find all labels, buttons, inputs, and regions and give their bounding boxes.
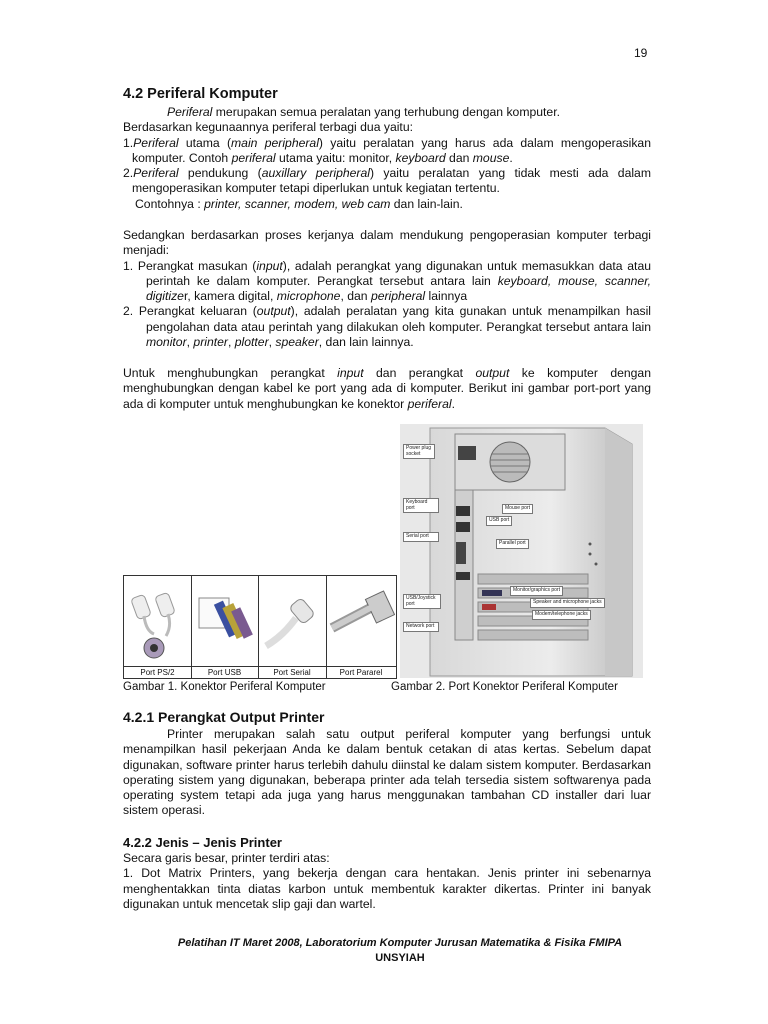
serial-connector-image xyxy=(258,576,327,666)
process-block xyxy=(123,228,651,350)
footer-line2: UNSYIAH xyxy=(375,952,425,964)
section-422-title: 4.2.2 Jenis – Jenis Printer xyxy=(123,835,282,850)
figure-2-computer-back xyxy=(400,424,643,678)
tag-mouse-port: Mouse port xyxy=(502,504,533,514)
tag-serial-port: Serial port xyxy=(403,532,439,542)
tag-usb-joystick: USB/Joystick port xyxy=(403,594,441,609)
figure-2-caption: Gambar 2. Port Konektor Periferal Komputer xyxy=(391,681,618,693)
page-footer xyxy=(150,936,650,966)
list2-item-2: 2. Perangkat keluaran (output), adalah peralatan yang kita gunakan untuk menampilkan hasil pengolahan data atau perintah yang dilakukan oleh komputer. Perangkat tersebut antara lain monitor, printer, plotter, speaker, dan lain lainnya. xyxy=(123,304,651,350)
para2: Sedangkan berdasarkan proses kerjanya dalam mendukung pengoperasian komputer terbagi menjadi: xyxy=(123,228,651,258)
section-title: 4.2 Periferal Komputer xyxy=(123,86,278,102)
section-422-line1: Secara garis besar, printer terdiri atas: xyxy=(123,851,330,865)
parallel-connector-image xyxy=(326,576,395,666)
intro-block xyxy=(123,105,651,212)
section-421-body: Printer merupakan salah satu output periferal komputer yang berfungsi untuk menampilkan hasil pekerjaan Anda ke dalam bentuk cetakan di atas kertas. Sebelum dapat digunakan, software printer harus terlebih dahulu diinstal ke dalam sistem komputer. Berdasarkan operating sistem yang digunakan, beberapa printer ada telah tersedia sistem softwarenya pada operating system tetapi ada juga yang harus menggunakan tambahan CD installer dari luar sistem operasi. xyxy=(123,727,651,818)
tag-network-port: Network port xyxy=(403,622,439,632)
para3: Untuk menghubungkan perangkat input dan perangkat output ke komputer dengan menghubungkan dengan kabel ke port yang ada di komputer. Berikut ini gambar port-port yang ada di komputer untuk menghubungkan ke konektor periferal. xyxy=(123,366,651,411)
ps2-connector-image xyxy=(124,576,192,666)
tag-power-plug: Power plug socket xyxy=(403,444,435,459)
contoh-line: Contohnya : printer, scanner, modem, web cam dan lain-lain. xyxy=(135,196,463,211)
usb-connector-image xyxy=(191,576,259,666)
section-422-body xyxy=(123,851,651,912)
footer-line1: Pelatihan IT Maret 2008, Laboratorium Komputer Jurusan Matematika & Fisika FMIPA xyxy=(177,937,623,949)
tag-parallel-port: Parallel port xyxy=(496,539,529,549)
tag-modem-jacks: Modem/telephone jacks xyxy=(532,610,591,620)
tag-speaker-jacks: Speaker and microphone jacks xyxy=(530,598,605,608)
label-port-pararel: Port Pararel xyxy=(326,666,396,678)
list1-item-1: 1.Periferal utama (main peripheral) yaitu peralatan yang harus ada dalam mengoperasikan komputer. Contoh periferal utama yaitu: monitor, keyboard dan mouse. xyxy=(123,135,651,165)
figure-1-connectors xyxy=(123,575,397,679)
label-port-ps2: Port PS/2 xyxy=(124,666,192,678)
page-number: 19 xyxy=(634,46,648,60)
tag-keyboard-port: Keyboard port xyxy=(403,498,439,513)
list1-item-2: 2.Periferal pendukung (auxillary peripheral) yaitu peralatan yang tidak mesti ada dalam mengoperasikan komputer tetapi diperlukan untuk kegiatan tertentu. xyxy=(123,166,651,196)
section-421-title: 4.2.1 Perangkat Output Printer xyxy=(123,709,325,725)
section-422-item1: 1. Dot Matrix Printers, yang bekerja dengan cara hentakan. Jenis printer ini sebenarnya menghentakkan tinta diatas karbon untuk membentuk karakter dikertas. Printer ini banyak digunakan untuk mencetak slip gaji dan wartel. xyxy=(123,866,651,911)
label-port-usb: Port USB xyxy=(191,666,259,678)
tag-usb-port: USB port xyxy=(486,516,512,526)
list2-item-1: 1. Perangkat masukan (input), adalah perangkat yang digunakan untuk memasukkan data atau perintah ke dalam komputer. Perangkat tersebut antara lain keyboard, mouse, scanner, digitizer, kamera digital, microphone, dan peripheral lainnya xyxy=(123,258,652,304)
intro-line2: Berdasarkan kegunaannya periferal terbagi dua yaitu: xyxy=(123,120,413,135)
figure-1-caption: Gambar 1. Konektor Periferal Komputer xyxy=(123,681,326,693)
tag-monitor-port: Monitor/graphics port xyxy=(510,586,563,596)
intro-line1: Periferal merupakan semua peralatan yang terhubung dengan komputer. xyxy=(167,105,560,119)
label-port-serial: Port Serial xyxy=(258,666,327,678)
